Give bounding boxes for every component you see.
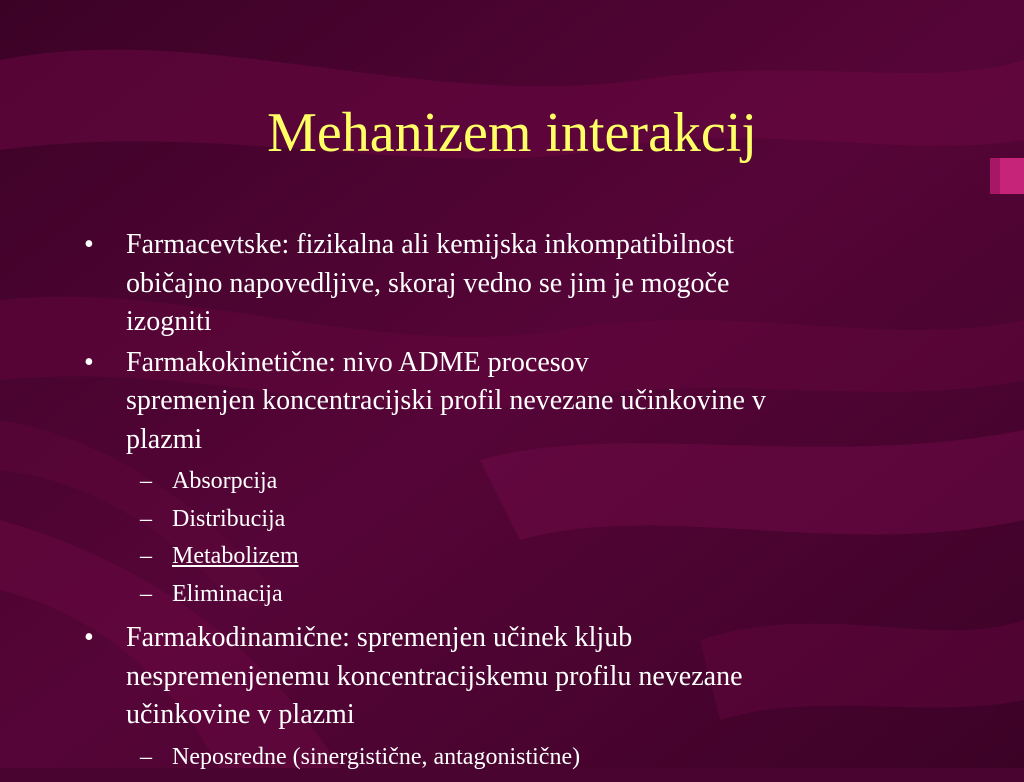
slide-content (84, 226, 944, 782)
metabolizem-link[interactable]: Metabolizem (172, 543, 299, 569)
bullet-line: izogniti (126, 306, 212, 337)
sub-item-label: Absorpcija (172, 468, 278, 494)
sub-item-distribucija (126, 501, 944, 539)
sub-item-absorpcija (126, 463, 944, 501)
dash-icon: – (140, 743, 152, 770)
sub-item-label: Eliminacija (172, 580, 283, 607)
bullet-icon: • (84, 346, 94, 378)
dash-icon: – (140, 468, 152, 494)
bullet-icon: • (84, 622, 94, 653)
bullet-line: običajno napovedljive, skoraj vedno se jim je mogoče (126, 267, 730, 299)
slide-title: Mehanizem interakcij (267, 102, 757, 164)
bullet-line: plazmi (126, 423, 203, 455)
bullet-item-farmacevtske (84, 226, 944, 342)
sub-item-eliminacija (126, 576, 944, 614)
sub-item-neposredne (126, 739, 944, 777)
bullet-line: Farmacevtske: fizikalna ali kemijska inkompatibilnost (126, 229, 735, 260)
sub-list (126, 739, 944, 777)
dash-icon: – (140, 580, 152, 607)
bullet-line: spremenjen koncentracijski profil nevezane učinkovine v (126, 385, 766, 416)
bullet-list (84, 226, 944, 776)
bullet-line: Farmakodinamične: spremenjen učinek kljub (126, 622, 633, 653)
bullet-line: učinkovine v plazmi (126, 699, 355, 730)
bullet-item-farmakodinamicne (84, 619, 944, 776)
sub-item-metabolizem (126, 538, 944, 576)
sub-item-label: Neposredne (sinergistične, antagonistične) (172, 743, 581, 770)
dash-icon: – (140, 543, 152, 569)
dash-icon: – (140, 505, 152, 532)
sub-list (126, 463, 944, 613)
sub-item-label: Distribucija (172, 505, 286, 532)
bullet-icon: • (84, 229, 94, 260)
bullet-line: Farmakokinetične: nivo ADME procesov (126, 346, 589, 378)
bullet-item-farmakokineticne (84, 344, 944, 614)
bullet-line: nespremenjenemu koncentracijskemu profilu nevezane (126, 660, 743, 692)
